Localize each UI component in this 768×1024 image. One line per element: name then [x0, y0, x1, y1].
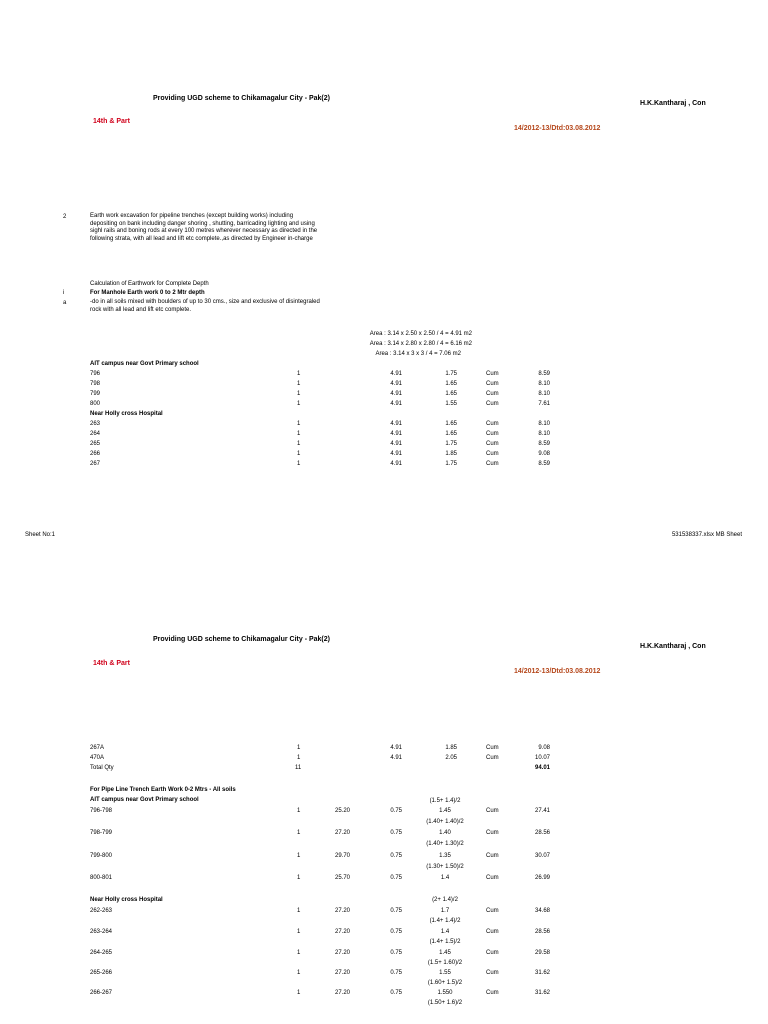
calc-title: Calculation of Earthwork for Complete Depth	[90, 281, 209, 287]
row-count: 1	[297, 755, 301, 761]
depth-formula: (1.4+ 1.5)/2	[429, 939, 461, 945]
row-depth: 1.45	[439, 950, 451, 956]
row-length: 27.20	[334, 929, 350, 935]
roman-numeral: i	[63, 290, 65, 296]
row-area: 4.91	[390, 431, 402, 437]
group-heading: AIT campus near Govt Primary school	[90, 361, 199, 367]
row-length: 29.70	[334, 853, 350, 859]
group-heading: Near Holly cross Hospital	[90, 897, 163, 903]
row-area: 4.91	[390, 391, 402, 397]
row-count: 1	[297, 745, 301, 751]
row-area: 4.91	[390, 421, 402, 427]
row-depth: 1.35	[439, 853, 451, 859]
row-qty: 8.59	[538, 441, 550, 447]
depth-formula: (1.50+ 1.6)/2	[427, 1000, 463, 1006]
row-qty: 7.61	[538, 401, 550, 407]
area-line-2: Area : 3.14 x 2.80 x 2.80 / 4 = 6.16 m2	[369, 341, 472, 347]
row-qty: 8.10	[538, 391, 550, 397]
row-count: 1	[297, 970, 301, 976]
row-unit: Cum	[486, 441, 499, 447]
row-count: 1	[297, 381, 301, 387]
row-unit: Cum	[486, 391, 499, 397]
row-qty: 8.59	[538, 371, 550, 377]
row-depth: 1.85	[445, 745, 457, 751]
row-qty: 10.07	[534, 755, 550, 761]
row-qty: 8.10	[538, 421, 550, 427]
row-unit: Cum	[486, 830, 499, 836]
row-depth: 1.65	[445, 381, 457, 387]
row-unit: Cum	[486, 929, 499, 935]
contractor-name: H.K.Kantharaj , Con	[640, 643, 706, 650]
row-unit: Cum	[486, 461, 499, 467]
row-depth: 2.05	[445, 755, 457, 761]
row-id: 266	[90, 451, 101, 457]
row-count: 1	[297, 875, 301, 881]
row-breadth: 0.75	[390, 970, 402, 976]
depth-formula: (2+ 1.4)/2	[432, 897, 458, 903]
row-depth: 1.55	[439, 970, 451, 976]
row-count: 1	[297, 908, 301, 914]
row-id: 265	[90, 441, 101, 447]
row-count: 1	[297, 441, 301, 447]
row-breadth: 0.75	[390, 950, 402, 956]
area-line-3: Area : 3.14 x 3 x 3 / 4 = 7.06 m2	[375, 351, 461, 357]
row-id: 267A	[90, 745, 105, 751]
row-id: 799	[90, 391, 101, 397]
depth-formula: (1.40+ 1.30)/2	[426, 841, 464, 847]
row-qty: 8.10	[538, 431, 550, 437]
row-id: 264-265	[90, 950, 113, 956]
file-info: 531538337.xlsx MB Sheet	[671, 532, 742, 538]
agreement-no: 14/2012-13/Dtd:03.08.2012	[514, 125, 601, 132]
row-id: 470A	[90, 755, 105, 761]
row-area: 4.91	[390, 371, 402, 377]
row-area: 4.91	[390, 755, 402, 761]
row-unit: Cum	[486, 401, 499, 407]
row-id: 263	[90, 421, 101, 427]
row-count: 1	[297, 371, 301, 377]
contractor-name: H.K.Kantharaj , Con	[640, 100, 706, 107]
sub-title: For Manhole Earth work 0 to 2 Mtr depth	[90, 290, 205, 296]
row-count: 1	[297, 990, 301, 996]
row-length: 25.70	[334, 875, 350, 881]
row-depth: 1.65	[445, 421, 457, 427]
row-qty: 9.08	[538, 451, 550, 457]
row-depth: 1.550	[437, 990, 453, 996]
row-area: 4.91	[390, 401, 402, 407]
row-count: 1	[297, 461, 301, 467]
row-depth: 1.75	[445, 441, 457, 447]
row-id: 264	[90, 431, 101, 437]
depth-formula: (1.30+ 1.50)/2	[426, 864, 464, 870]
row-length: 27.20	[334, 908, 350, 914]
row-qty: 31.62	[534, 990, 550, 996]
row-depth: 1.85	[445, 451, 457, 457]
row-unit: Cum	[486, 431, 499, 437]
row-count: 1	[297, 451, 301, 457]
row-unit: Cum	[486, 990, 499, 996]
sub-letter: a	[63, 300, 67, 306]
row-unit: Cum	[486, 421, 499, 427]
total-label: Total Qty	[90, 765, 114, 771]
row-depth: 1.75	[445, 461, 457, 467]
row-qty: 34.68	[534, 908, 550, 914]
row-unit: Cum	[486, 853, 499, 859]
row-length: 27.20	[334, 990, 350, 996]
row-id: 799-800	[90, 853, 113, 859]
row-count: 1	[297, 950, 301, 956]
row-area: 4.91	[390, 745, 402, 751]
depth-formula: (1.5+ 1.60)/2	[427, 960, 463, 966]
row-area: 4.91	[390, 461, 402, 467]
row-id: 265-266	[90, 970, 113, 976]
area-line-1: Area : 3.14 x 2.50 x 2.50 / 4 = 4.91 m2	[369, 331, 472, 337]
row-unit: Cum	[486, 755, 499, 761]
row-unit: Cum	[486, 381, 499, 387]
part-label: 14th & Part	[93, 118, 130, 125]
row-id: 798-799	[90, 830, 113, 836]
item-description: Earth work excavation for pipeline trenches (except building works) including depositing on bank including danger shoring , shutting, barricading lighting and using sighl rails and boning rods at every 100 metres wherever necessary as directed in the following strata, with all lead and lift etc complete.,as directed by Engineer in-charge	[90, 213, 318, 242]
row-unit: Cum	[486, 808, 499, 814]
total-qty: 94.01	[534, 765, 550, 771]
depth-formula: (1.60+ 1.5)/2	[427, 980, 463, 986]
row-depth: 1.45	[439, 808, 451, 814]
row-count: 1	[297, 808, 301, 814]
row-depth: 1.55	[445, 401, 457, 407]
row-count: 1	[297, 853, 301, 859]
row-qty: 31.62	[534, 970, 550, 976]
group-heading: Near Holly cross Hospital	[90, 411, 163, 417]
row-qty: 28.56	[534, 929, 550, 935]
row-qty: 29.58	[534, 950, 550, 956]
row-length: 27.20	[334, 970, 350, 976]
row-id: 266-267	[90, 990, 113, 996]
row-area: 4.91	[390, 441, 402, 447]
row-unit: Cum	[486, 745, 499, 751]
row-area: 4.91	[390, 451, 402, 457]
row-breadth: 0.75	[390, 808, 402, 814]
total-count: 11	[295, 765, 302, 771]
group-heading: AIT campus near Govt Primary school	[90, 797, 199, 803]
row-breadth: 0.75	[390, 875, 402, 881]
row-breadth: 0.75	[390, 830, 402, 836]
row-depth: 1.65	[445, 431, 457, 437]
row-qty: 8.59	[538, 461, 550, 467]
row-count: 1	[297, 421, 301, 427]
row-id: 800	[90, 401, 101, 407]
row-unit: Cum	[486, 371, 499, 377]
row-qty: 8.10	[538, 381, 550, 387]
row-id: 798	[90, 381, 101, 387]
row-area: 4.91	[390, 381, 402, 387]
row-qty: 9.08	[538, 745, 550, 751]
row-breadth: 0.75	[390, 908, 402, 914]
item-number: 2	[63, 214, 67, 220]
row-qty: 27.41	[534, 808, 550, 814]
row-unit: Cum	[486, 451, 499, 457]
row-id: 796-798	[90, 808, 113, 814]
row-qty: 30.07	[534, 853, 550, 859]
row-unit: Cum	[486, 970, 499, 976]
row-depth: 1.75	[445, 371, 457, 377]
row-depth: 1.4	[440, 875, 450, 881]
depth-formula: (1.5+ 1.4)/2	[429, 798, 461, 804]
row-depth: 1.40	[439, 830, 451, 836]
sub-description: -do in all soils mixed with boulders of up to 30 cms., size and exclusive of disintegraled rock with all lead and lift etc complete.	[90, 299, 320, 313]
row-count: 1	[297, 929, 301, 935]
row-count: 1	[297, 391, 301, 397]
depth-formula: (1.4+ 1.4)/2	[429, 918, 461, 924]
row-unit: Cum	[486, 908, 499, 914]
row-count: 1	[297, 401, 301, 407]
row-id: 262-263	[90, 908, 113, 914]
page-title: Providing UGD scheme to Chikamagalur City - Pak(2)	[153, 636, 330, 643]
part-label: 14th & Part	[93, 660, 130, 667]
page-title: Providing UGD scheme to Chikamagalur City - Pak(2)	[153, 95, 330, 102]
trench-title: For Pipe Line Trench Earth Work 0-2 Mtrs - All soils	[90, 787, 236, 793]
depth-formula: (1.40+ 1.40)/2	[426, 819, 464, 825]
row-depth: 1.65	[445, 391, 457, 397]
sheet-number: Sheet No:1	[25, 532, 56, 538]
row-id: 263-264	[90, 929, 113, 935]
row-length: 27.20	[334, 830, 350, 836]
row-unit: Cum	[486, 875, 499, 881]
row-depth: 1.4	[440, 929, 450, 935]
row-breadth: 0.75	[390, 990, 402, 996]
row-count: 1	[297, 431, 301, 437]
agreement-no: 14/2012-13/Dtd:03.08.2012	[514, 668, 601, 675]
row-count: 1	[297, 830, 301, 836]
row-length: 25.20	[334, 808, 350, 814]
row-qty: 28.56	[534, 830, 550, 836]
row-unit: Cum	[486, 950, 499, 956]
row-id: 796	[90, 371, 101, 377]
row-depth: 1.7	[440, 908, 450, 914]
row-breadth: 0.75	[390, 853, 402, 859]
row-id: 267	[90, 461, 101, 467]
row-qty: 26.99	[534, 875, 550, 881]
row-length: 27.20	[334, 950, 350, 956]
row-breadth: 0.75	[390, 929, 402, 935]
row-id: 800-801	[90, 875, 113, 881]
